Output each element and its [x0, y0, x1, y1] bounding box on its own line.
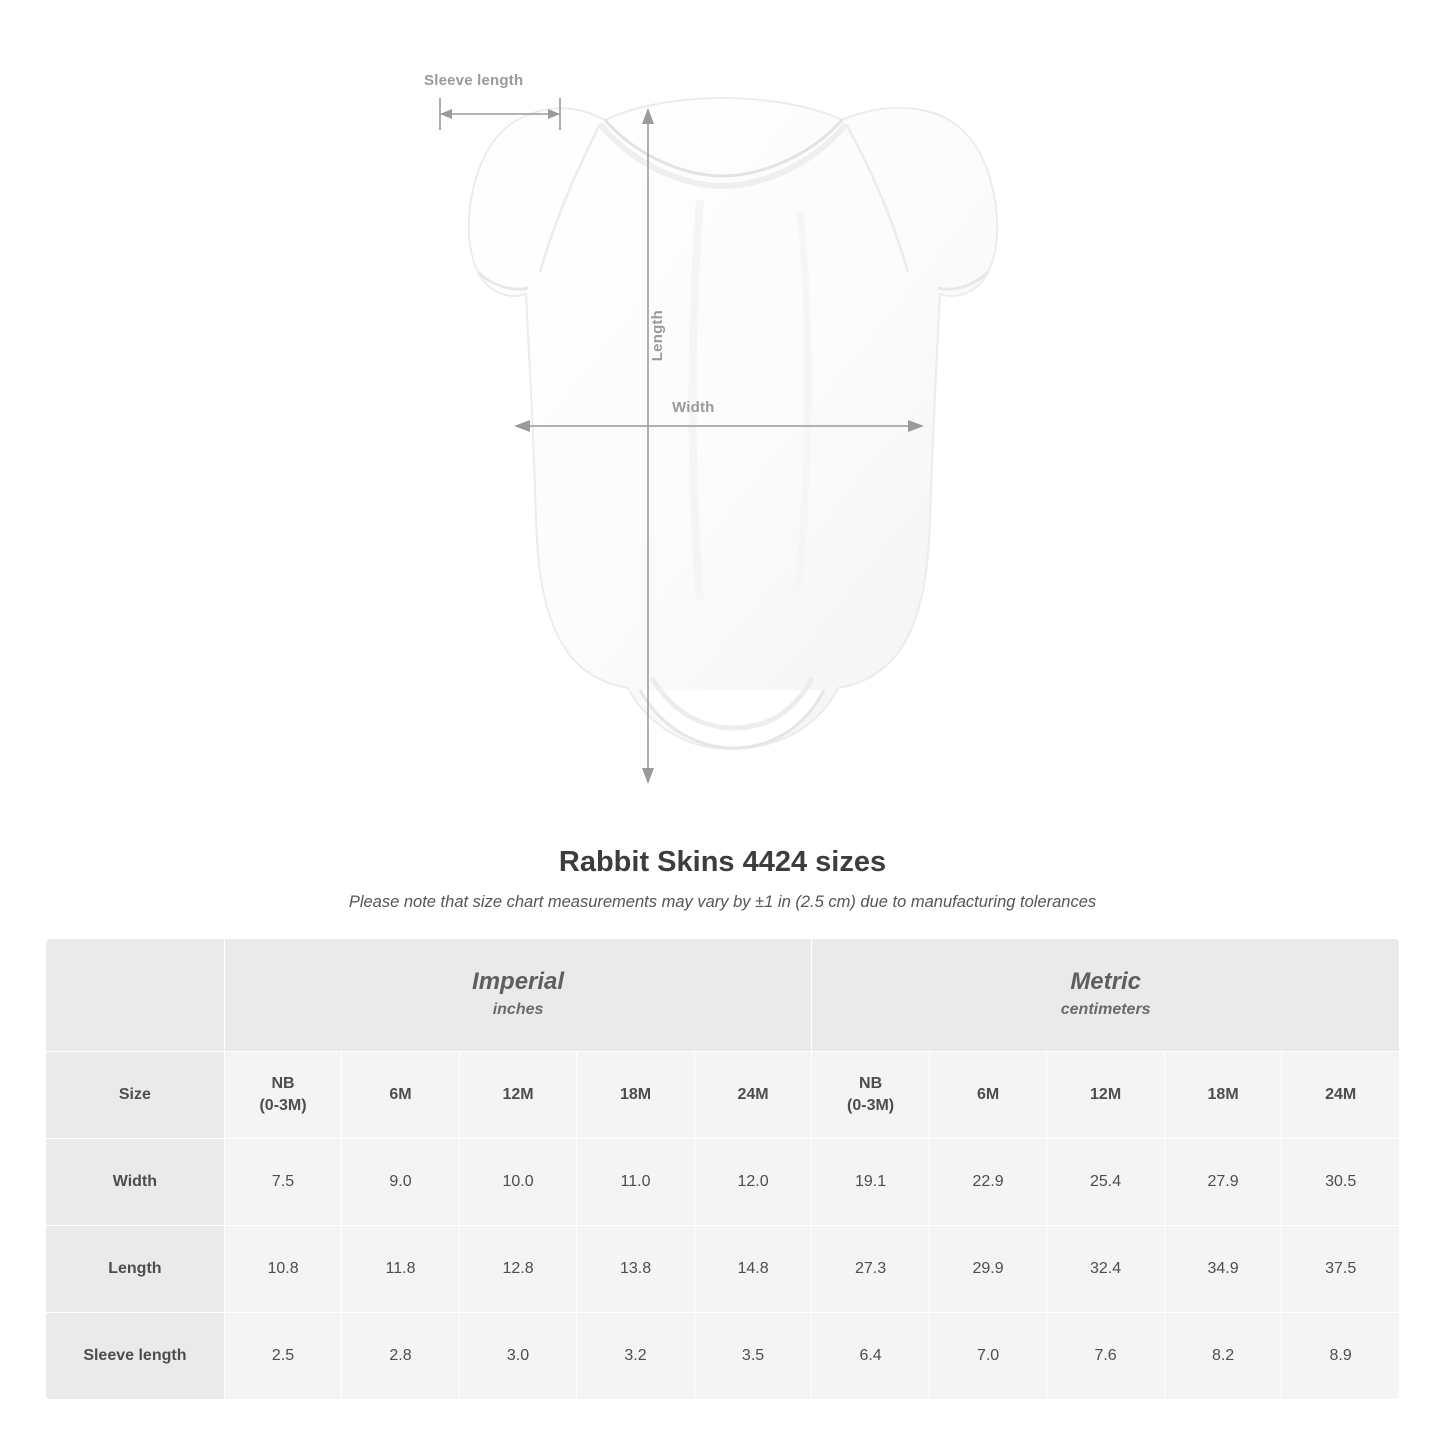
column-header-nb-imperial	[224, 1052, 342, 1139]
unit-group-metric-sub: centimeters	[1060, 1001, 1151, 1019]
cell-sleeve-6m-cm: 7.0	[929, 1313, 1047, 1400]
column-header-24m-imperial: 24M	[694, 1052, 812, 1139]
column-header-line1: NB	[859, 1075, 883, 1093]
unit-group-metric-name: Metric	[1070, 968, 1141, 996]
page-title: Rabbit Skins 4424 sizes	[558, 846, 887, 878]
cell-width-24m-in: 12.0	[694, 1139, 812, 1226]
column-header-row	[46, 1052, 1400, 1139]
sleeve-arrow-left	[440, 109, 452, 119]
row-label-width: Width	[46, 1139, 225, 1226]
cell-length-12m-in: 12.8	[459, 1226, 577, 1313]
tolerance-note: Please note that size chart measurements may vary by ±1 in (2.5 cm) due to manufacturing tolerances	[348, 893, 1097, 911]
unit-group-row	[46, 939, 1400, 1052]
table-row	[46, 1139, 1400, 1226]
cell-length-18m-cm: 34.9	[1164, 1226, 1282, 1313]
size-corner-label: Size	[46, 1052, 225, 1139]
column-header-12m-metric: 12M	[1047, 1052, 1165, 1139]
length-label: Length	[649, 310, 666, 362]
column-header-line1: NB	[271, 1075, 295, 1093]
cell-width-12m-in: 10.0	[459, 1139, 577, 1226]
cell-length-nb-in: 10.8	[224, 1226, 342, 1313]
column-header-line2: (0-3M)	[259, 1097, 307, 1114]
row-label-sleeve-length: Sleeve length	[46, 1313, 225, 1400]
column-header-18m-metric: 18M	[1164, 1052, 1282, 1139]
cell-sleeve-24m-in: 3.5	[694, 1313, 812, 1400]
cell-length-6m-in: 11.8	[342, 1226, 460, 1313]
cell-sleeve-12m-in: 3.0	[459, 1313, 577, 1400]
unit-group-imperial	[224, 939, 812, 1052]
column-header-6m-metric: 6M	[929, 1052, 1047, 1139]
width-label: Width	[672, 399, 715, 416]
unit-group-imperial-sub: inches	[492, 1001, 544, 1019]
column-header-12m-imperial: 12M	[459, 1052, 577, 1139]
cell-sleeve-nb-cm: 6.4	[812, 1313, 930, 1400]
cell-width-6m-in: 9.0	[342, 1139, 460, 1226]
size-chart-table	[45, 938, 1400, 1400]
cell-sleeve-24m-cm: 8.9	[1282, 1313, 1400, 1400]
bodysuit-body	[469, 98, 998, 749]
cell-sleeve-18m-in: 3.2	[577, 1313, 695, 1400]
cell-width-18m-cm: 27.9	[1164, 1139, 1282, 1226]
cell-length-18m-in: 13.8	[577, 1226, 695, 1313]
cell-length-24m-in: 14.8	[694, 1226, 812, 1313]
cell-width-nb-cm: 19.1	[812, 1139, 930, 1226]
column-header-line2: (0-3M)	[847, 1097, 895, 1114]
table-row	[46, 1226, 1400, 1313]
cell-sleeve-12m-cm: 7.6	[1047, 1313, 1165, 1400]
cell-width-12m-cm: 25.4	[1047, 1139, 1165, 1226]
unit-corner-cell	[46, 939, 225, 1052]
column-header-24m-metric: 24M	[1282, 1052, 1400, 1139]
length-arrow-bottom	[642, 768, 654, 784]
row-label-length: Length	[46, 1226, 225, 1313]
cell-width-18m-in: 11.0	[577, 1139, 695, 1226]
cell-length-12m-cm: 32.4	[1047, 1226, 1165, 1313]
cell-sleeve-6m-in: 2.8	[342, 1313, 460, 1400]
cell-width-24m-cm: 30.5	[1282, 1139, 1400, 1226]
column-header-18m-imperial: 18M	[577, 1052, 695, 1139]
title-block	[0, 846, 1445, 912]
width-arrow-left	[514, 420, 530, 432]
cell-sleeve-18m-cm: 8.2	[1164, 1313, 1282, 1400]
cell-width-nb-in: 7.5	[224, 1139, 342, 1226]
cell-sleeve-nb-in: 2.5	[224, 1313, 342, 1400]
column-header-nb-metric	[812, 1052, 930, 1139]
sleeve-length-label: Sleeve length	[424, 72, 524, 89]
cell-length-24m-cm: 37.5	[1282, 1226, 1400, 1313]
unit-group-imperial-name: Imperial	[472, 968, 565, 996]
size-chart-table-wrapper	[45, 938, 1400, 1400]
table-row	[46, 1313, 1400, 1400]
unit-group-metric	[812, 939, 1400, 1052]
cell-width-6m-cm: 22.9	[929, 1139, 1047, 1226]
cell-length-nb-cm: 27.3	[812, 1226, 930, 1313]
cell-length-6m-cm: 29.9	[929, 1226, 1047, 1313]
column-header-6m-imperial: 6M	[342, 1052, 460, 1139]
